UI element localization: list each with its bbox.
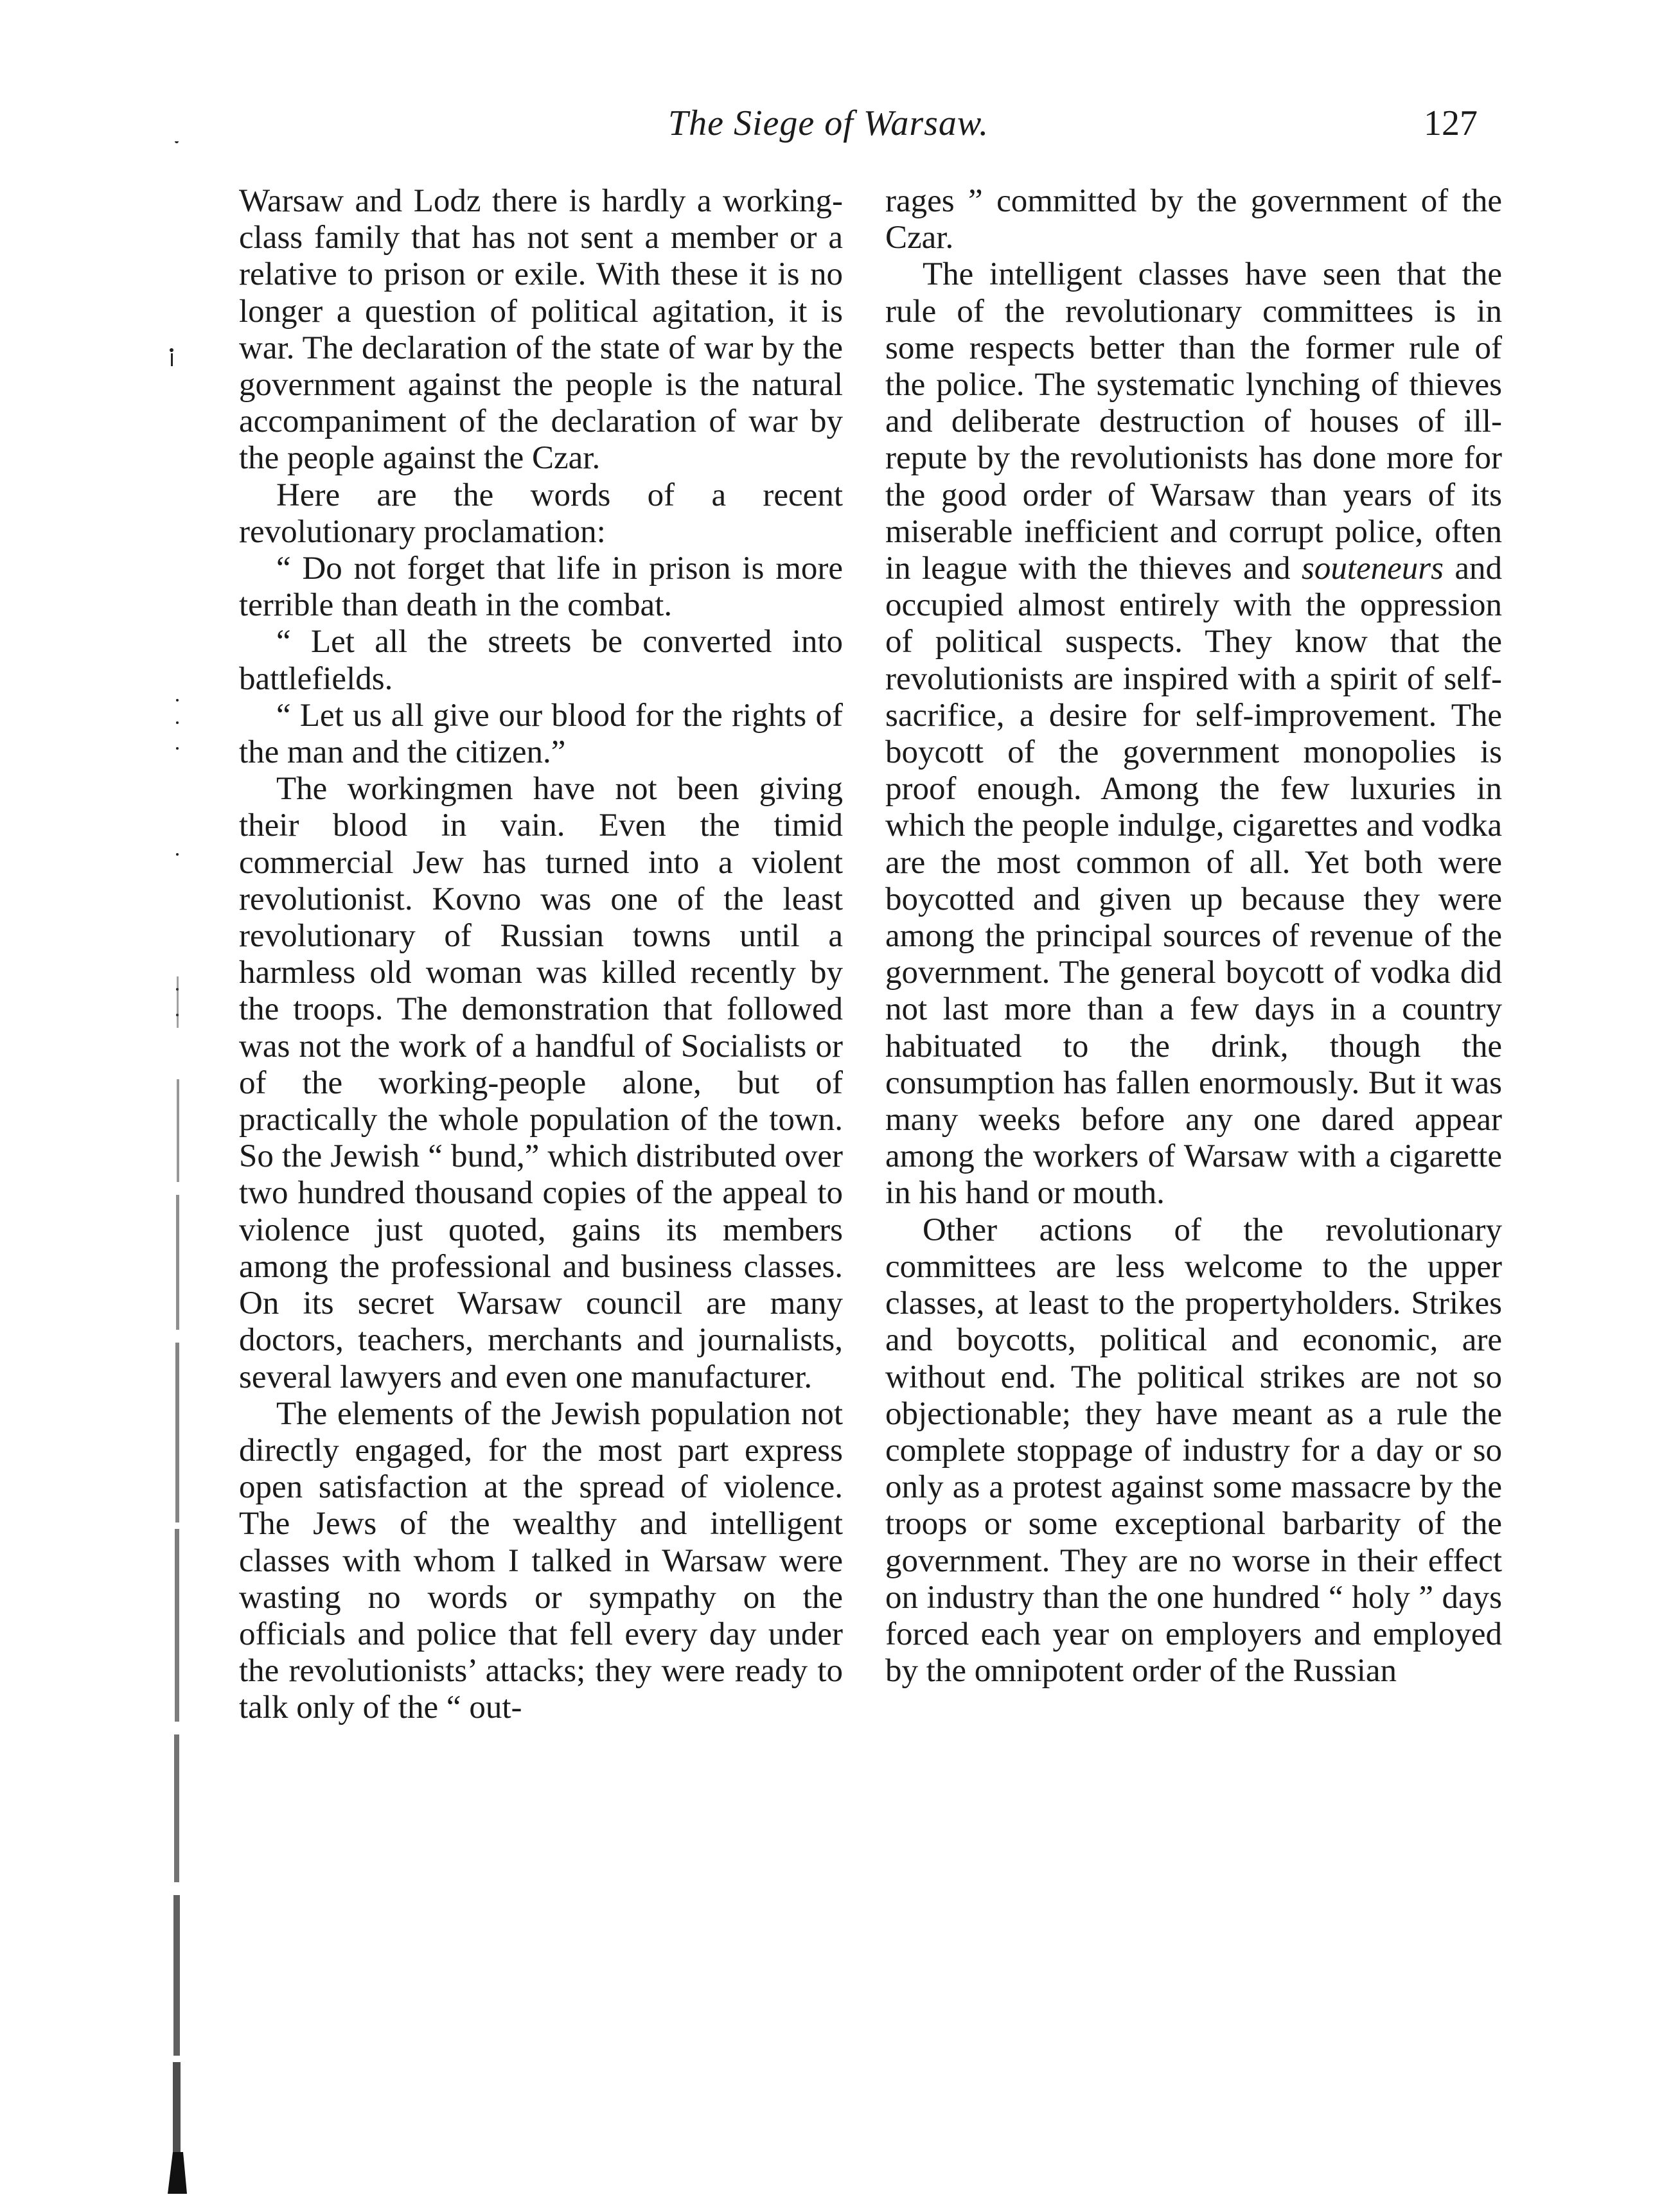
paragraph: Other actions of the revolutionary committees are less welcome to the upper classes, at least to the propertyholders. Strikes and boycotts, political and economic, are without end. The political strikes are not so objectionable; they have meant as a rule the complete stoppage of industry for a day or so only as a protest against some massacre by the troops or some exceptional barbarity of the government. They are no worse in their effect on industry than the one hundred “ holy ” days forced each year on employers and employed by the omnipotent order of the Russian [885, 1212, 1502, 1690]
paragraph [885, 256, 1502, 1212]
quotation-paragraph: “ Let all the streets be converted into battlefields. [239, 624, 843, 697]
running-title: The Siege of Warsaw. [668, 103, 989, 143]
paragraph-text-part: The intelligent classes have seen that the rule of the revolutionary committees is in some respects better than the former rule of the police. The systematic lynching of thieves and deliberate destruction of houses of ill-repute by the revolutionists has done more for the good order of Warsaw than years of its miserable inefficient and corrupt police, often in league with the thieves and [885, 256, 1502, 587]
paragraph: The workingmen have not been giving their blood in vain. Even the timid commercial Jew has turned into a violent revolutionist. Kovno was one of the least revolutionary of Russian towns until a harmless old woman was killed recently by the troops. The demonstration that followed was not the work of a handful of Socialists or of the working-people alone, but of practically the whole population of the town. So the Jewish “ bund,” which distributed over two hundred thousand copies of the appeal to violence just quoted, gains its members among the professional and business classes. On its secret Warsaw council are many doctors, teachers, merchants and journalists, several lawyers and even one manufacturer. [239, 771, 843, 1395]
quotation-paragraph: “ Do not forget that life in prison is more terrible than death in the combat. [239, 551, 843, 624]
left-column [239, 183, 843, 1727]
page-number: 127 [1424, 103, 1478, 143]
italic-term: souteneurs [1302, 551, 1444, 587]
paragraph: Here are the words of a recent revolutionary proclamation: [239, 477, 843, 550]
paragraph: Warsaw and Lodz there is hardly a working-class family that has not sent a member or a relative to prison or exile. With these it is no longer a question of political agitation, it is war. The declaration of the state of war by the government against the people is the natural accompaniment of the declaration of war by the people against the Czar. [239, 183, 843, 477]
binding-edge-marks [164, 141, 215, 2197]
binding-edge-graphic [164, 141, 215, 2197]
right-column [885, 183, 1502, 1690]
paragraph: The elements of the Jewish population not directly engaged, for the most part express open satisfaction at the spread of violence. The Jews of the wealthy and intelligent classes with whom I talked in Warsaw were wasting no words or sympathy on the officials and police that fell every day under the revolutionists’ attacks; they were ready to talk only of the “ out- [239, 1395, 843, 1726]
quotation-paragraph: “ Let us all give our blood for the rights of the man and the citizen.” [239, 697, 843, 771]
paragraph: rages ” committed by the government of the Czar. [885, 183, 1502, 256]
page-header [668, 103, 1478, 154]
paragraph-text-part: and occupied almost entirely with the oppression of political suspects. They know that the revolutionists are inspired with a spirit of self-sacrifice, a desire for self-improvement. The boycott of the government monopolies is proof enough. Among the few luxuries in which the people indulge, cigarettes and vodka are the most common of all. Yet both were boycotted and given up because they were among the principal sources of revenue of the government. The general boycott of vodka did not last more than a few days in a country habituated to the drink, though the consumption has fallen enormously. But it was many weeks before any one dared appear among the workers of Warsaw with a cigarette in his hand or mouth. [885, 551, 1503, 1212]
